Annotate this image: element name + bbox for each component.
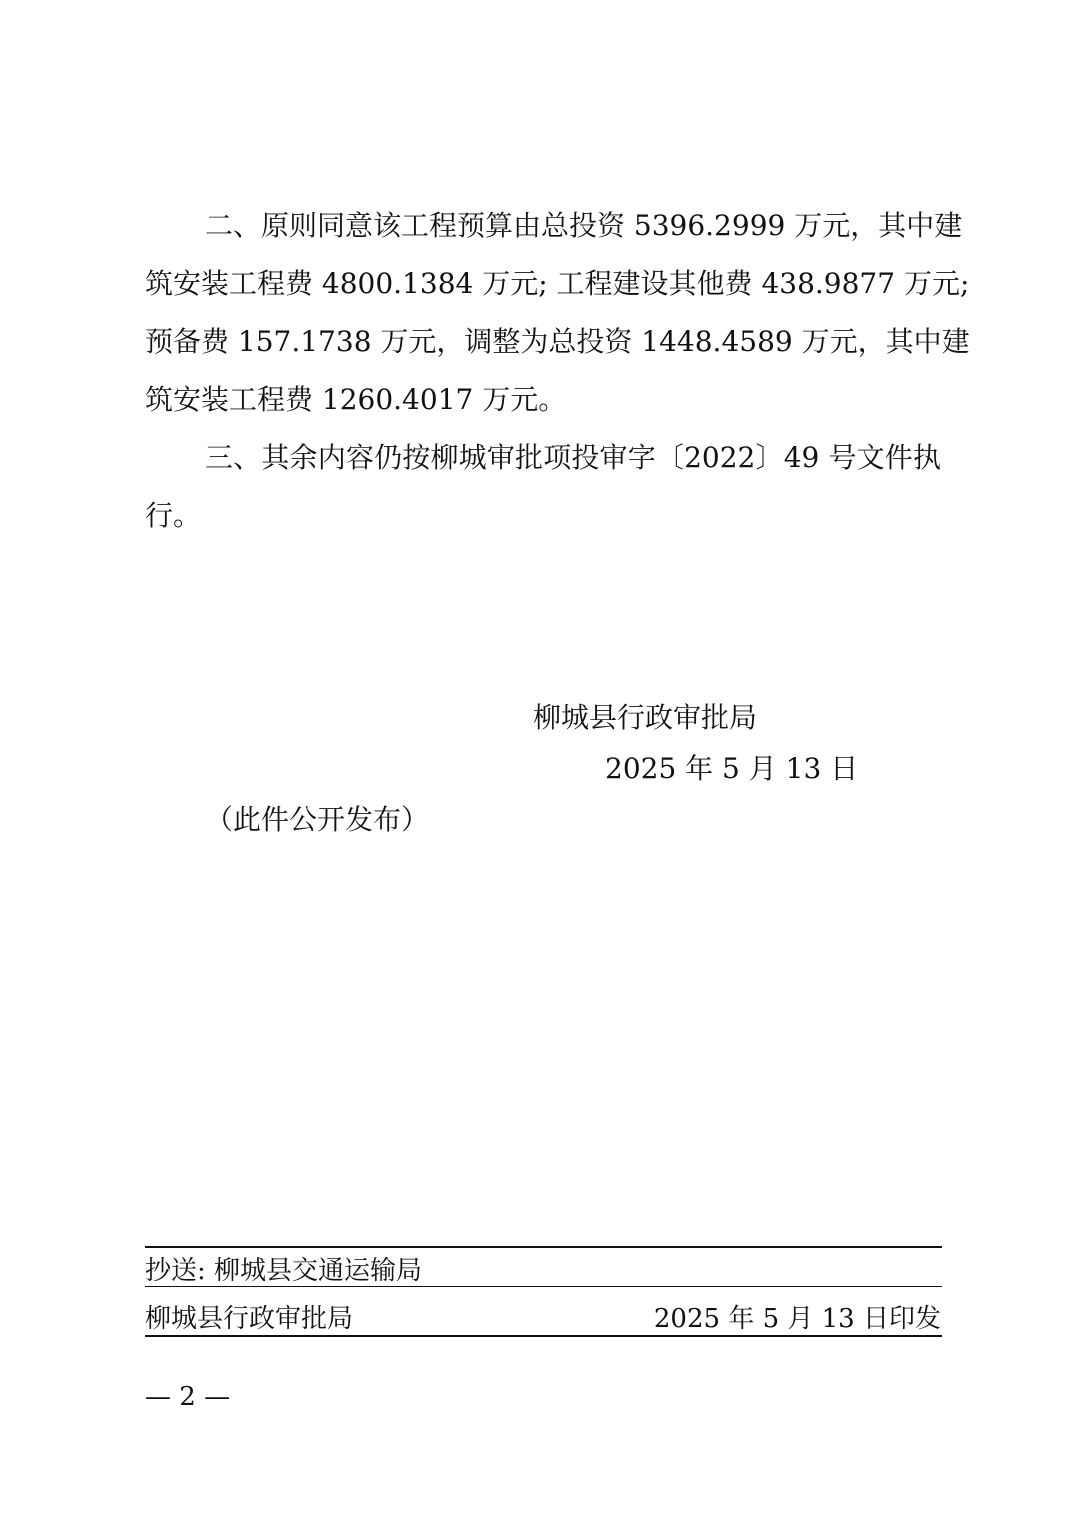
paragraph-2-line-1: 二、原则同意该工程预算由总投资 5396.2999 万元，其中建	[205, 209, 963, 242]
paragraph-3-line-2: 行。	[145, 499, 202, 532]
paragraph-2-line-2: 筑安装工程费 4800.1384 万元; 工程建设其他费 438.9877 万元;	[145, 267, 970, 300]
paragraph-2-line-4: 筑安装工程费 1260.4017 万元。	[145, 383, 567, 416]
paragraph-2-line-3: 预备费 157.1738 万元，调整为总投资 1448.4589 万元，其中建	[145, 325, 970, 358]
footer-middle-rule	[145, 1286, 942, 1287]
publication-note: （此件公开发布）	[205, 803, 430, 836]
paragraph-3-line-1: 三、其余内容仍按柳城审批项投审字〔2022〕49 号文件执	[205, 441, 941, 474]
issuer-name: 柳城县行政审批局	[145, 1304, 354, 1334]
cc-line	[145, 1254, 941, 1288]
issue-date: 2025 年 5 月 13 日印发	[653, 1304, 941, 1334]
footer-bottom-rule	[145, 1335, 942, 1337]
signature-date: 2025 年 5 月 13 日	[605, 752, 859, 785]
signature-organization: 柳城县行政审批局	[533, 701, 758, 734]
page-number: — 2 —	[145, 1382, 231, 1412]
cc-text: 抄送: 柳城县交通运输局	[145, 1256, 423, 1286]
issuer-line	[145, 1302, 941, 1336]
footer-top-rule	[145, 1246, 942, 1248]
